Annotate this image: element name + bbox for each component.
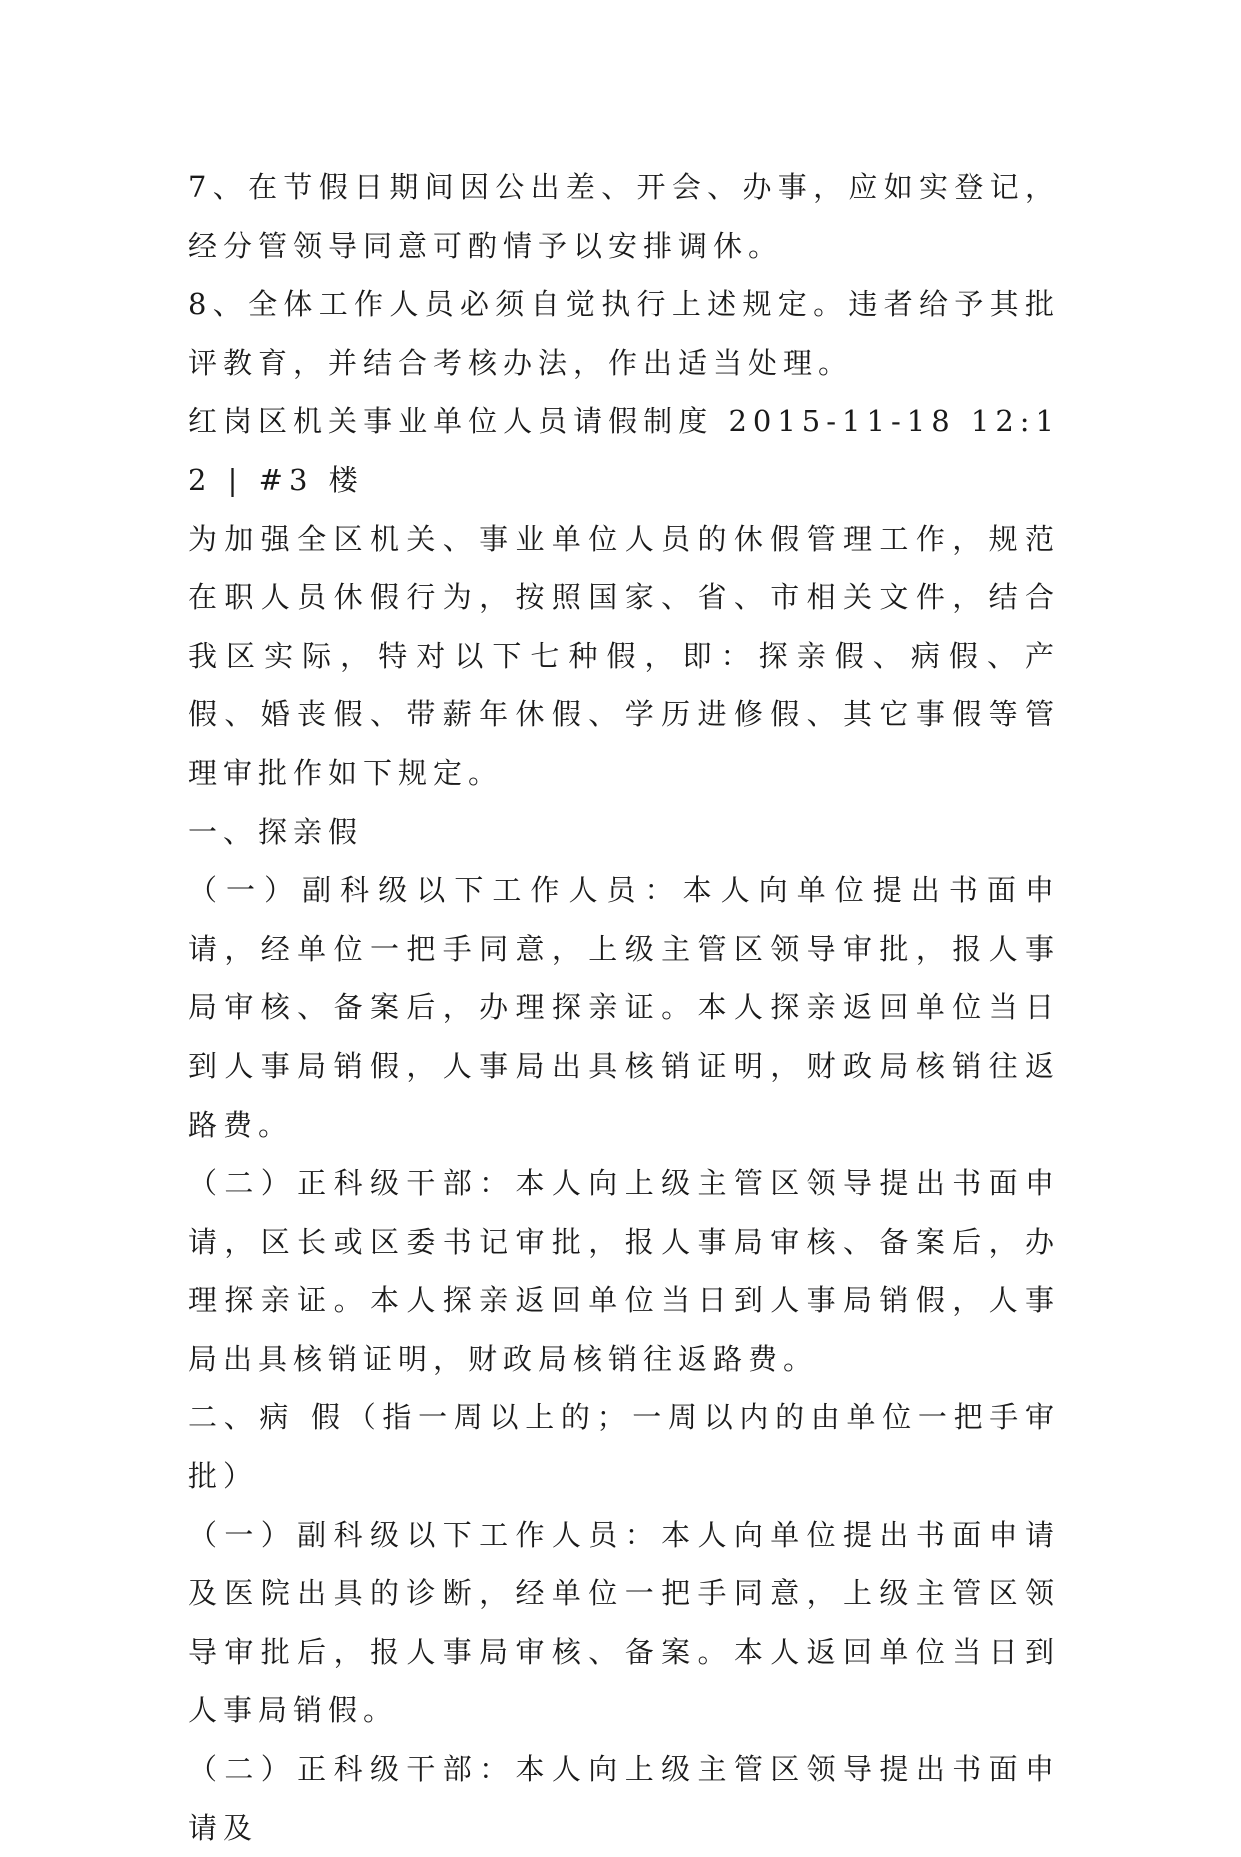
section-heading-sick-leave: 二、病 假（指一周以上的；一周以内的由单位一把手审批） [188, 1400, 1060, 1494]
section-heading-visiting-leave: 一、探亲假 [188, 814, 364, 849]
sick-leave-clause-1: （一）副科级以下工作人员：本人向单位提出书面申请及医院出具的诊断，经单位一把手同意，上级主管区领导审批后，报人事局审核、备案。本人返回单位当日到人事局销假。 [188, 1517, 1060, 1728]
post-header: 红岗区机关事业单位人员请假制度 2015-11-18 12:12 | #3 楼 [188, 404, 1060, 497]
sick-leave-clause-2: （二）正科级干部：本人向上级主管区领导提出书面申请及 [188, 1752, 1060, 1845]
paragraph-item-8: 8、全体工作人员必须自觉执行上述规定。违者给予其批评教育，并结合考核办法，作出适当处理。 [188, 287, 1060, 380]
visiting-leave-clause-2: （二）正科级干部：本人向上级主管区领导提出书面申请，区长或区委书记审批，报人事局审核、备案后，办理探亲证。本人探亲返回单位当日到人事局销假，人事局出具核销证明，财政局核销往返路费。 [188, 1166, 1060, 1376]
paragraph-item-7: 7、在节假日期间因公出差、开会、办事，应如实登记，经分管领导同意可酌情予以安排调休。 [188, 170, 1060, 263]
visiting-leave-clause-1: （一）副科级以下工作人员：本人向单位提出书面申请，经单位一把手同意，上级主管区领导审批，报人事局审核、备案后，办理探亲证。本人探亲返回单位当日到人事局销假，人事局出具核销证明，财政局核销往返路费。 [188, 873, 1060, 1142]
document-page [188, 158, 1060, 1857]
intro-paragraph: 为加强全区机关、事业单位人员的休假管理工作，规范在职人员休假行为，按照国家、省、市相关文件，结合我区实际，特对以下七种假，即：探亲假、病假、产假、婚丧假、带薪年休假、学历进修假、其它事假等管理审批作如下规定。 [188, 521, 1060, 790]
